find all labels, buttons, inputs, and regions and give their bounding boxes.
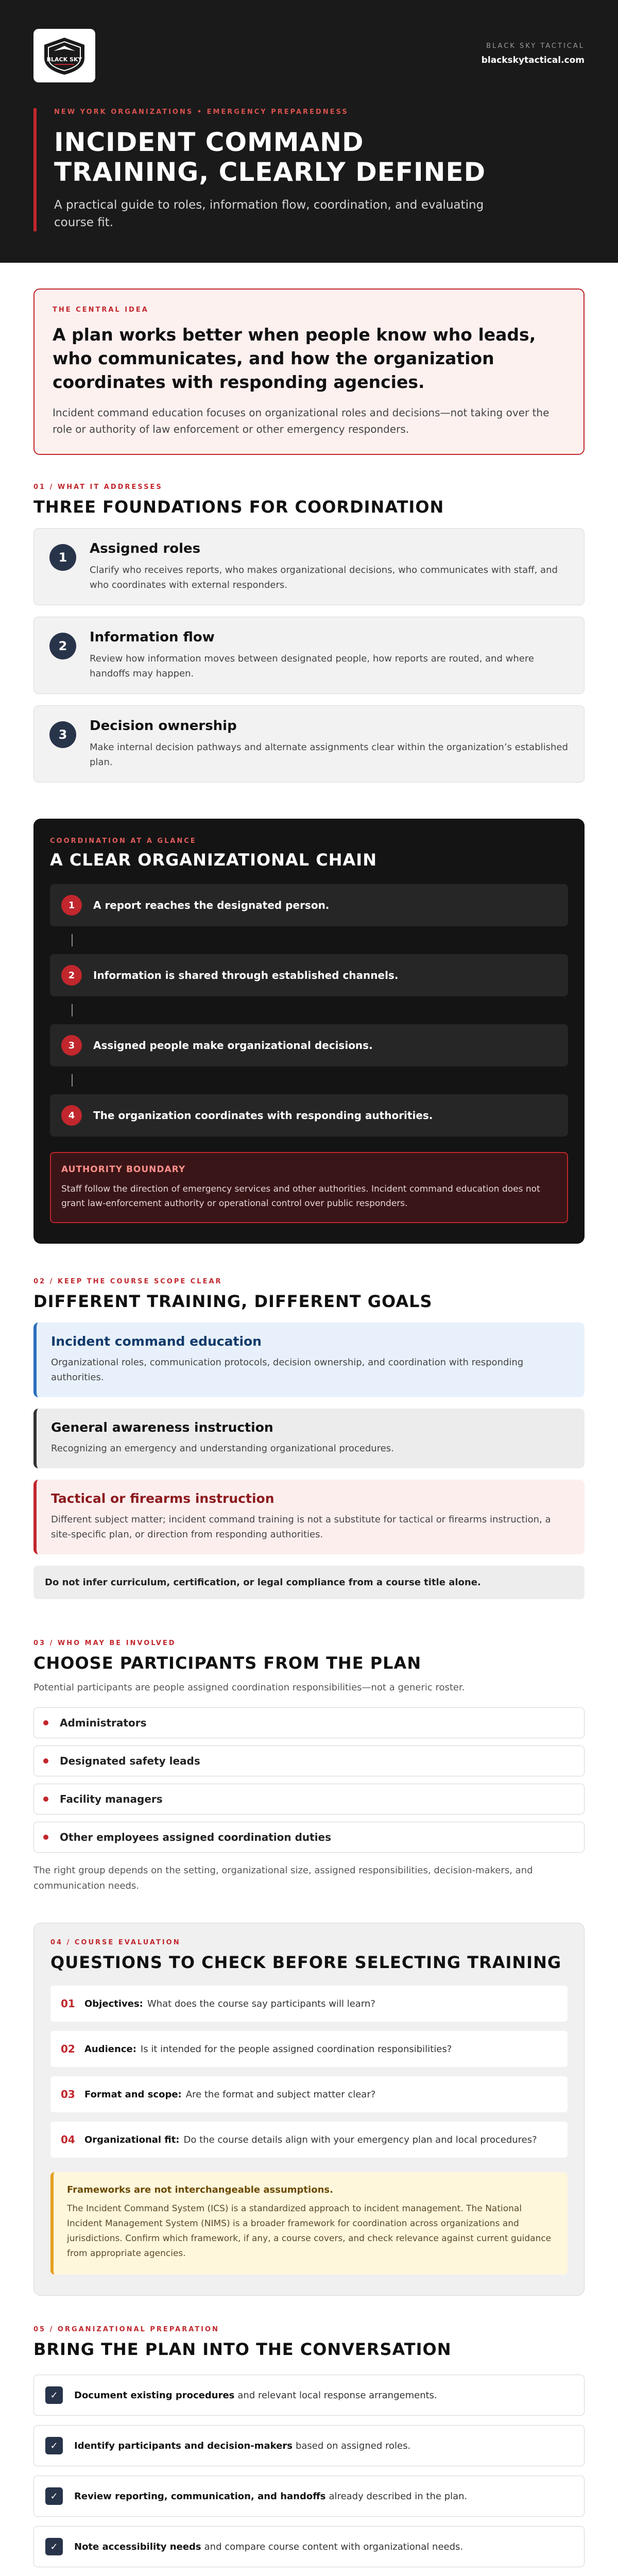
foundation-card xyxy=(33,617,585,694)
brand-name: BLACK SKY TACTICAL xyxy=(486,42,585,50)
section-title: BRING THE PLAN INTO THE CONVERSATION xyxy=(33,2340,452,2359)
framework-title: Frameworks are not interchangeable assumptions. xyxy=(67,2184,333,2195)
chain-step-text: A report reaches the designated person. xyxy=(93,899,330,911)
step-number-badge: 2 xyxy=(49,633,76,659)
checklist-bold: Identify participants and decision-makers xyxy=(74,2440,293,2451)
participants-list xyxy=(33,1707,585,1853)
step-number-badge: 1 xyxy=(49,544,76,571)
chain-connector xyxy=(50,1066,568,1094)
question-label: Organizational fit: xyxy=(84,2134,180,2145)
chain-title: A CLEAR ORGANIZATIONAL CHAIN xyxy=(50,850,377,870)
chain-step-text: Assigned people make organizational decisions. xyxy=(93,1039,373,1052)
foundation-card xyxy=(33,528,585,605)
bullet-icon xyxy=(43,1835,48,1840)
questions-list xyxy=(50,1986,568,2158)
participant-label: Administrators xyxy=(60,1717,147,1729)
checklist-bold: Review reporting, communication, and handoffs xyxy=(74,2490,326,2502)
foundation-body: Clarify who receives reports, who makes organizational decisions, who communicates with staff, and who coordinates with external responders. xyxy=(90,565,558,590)
question-text: What does the course say participants will learn? xyxy=(147,1998,375,2009)
scope-card-incident-command xyxy=(33,1323,585,1397)
chain-connector xyxy=(50,926,568,954)
foundation-title: Decision ownership xyxy=(90,718,237,734)
foundation-body: Make internal decision pathways and alternate assignments clear within the organization’s established plan. xyxy=(90,742,568,768)
central-title: A plan works better when people know who leads, who communicates, and how the organization coordinates with responding agencies. xyxy=(53,325,536,392)
chain-connector xyxy=(50,996,568,1024)
logo-emblem-icon xyxy=(41,36,88,76)
question-number: 01 xyxy=(61,1997,75,2010)
foundation-title: Information flow xyxy=(90,630,215,645)
step-number-badge: 3 xyxy=(49,721,76,748)
scope-card-body: Organizational roles, communication protocols, decision ownership, and coordination with responding authorities. xyxy=(51,1357,524,1383)
scope-card-title: Tactical or firearms instruction xyxy=(51,1491,274,1506)
foundations-section xyxy=(33,483,585,783)
checklist-item xyxy=(33,2375,585,2416)
hero-body xyxy=(33,108,548,231)
question-number: 03 xyxy=(61,2088,75,2100)
chain-step-number: 1 xyxy=(61,895,82,916)
section-title: CHOOSE PARTICIPANTS FROM THE PLAN xyxy=(33,1653,422,1673)
checklist-item xyxy=(33,2425,585,2466)
foundation-title: Assigned roles xyxy=(90,541,201,556)
brand-logo[interactable] xyxy=(33,29,95,82)
section-kicker: 02 / KEEP THE COURSE SCOPE CLEAR xyxy=(33,1278,222,1285)
preparation-section xyxy=(33,2326,585,2567)
chain-step-number: 2 xyxy=(61,965,82,986)
course-evaluation-panel xyxy=(33,1923,585,2296)
question-item xyxy=(50,2122,568,2158)
question-text: Is it intended for the people assigned coordination responsibilities? xyxy=(140,2043,452,2055)
chain-step-text: Information is shared through established channels. xyxy=(93,969,399,981)
foundation-body: Review how information moves between designated people, how reports are routed, and where handoffs may happen. xyxy=(90,653,534,679)
central-idea-card xyxy=(33,289,585,455)
question-text: Are the format and subject matter clear? xyxy=(185,2089,376,2100)
brand-site-link[interactable]: blackskytactical.com xyxy=(481,55,585,65)
bullet-icon xyxy=(43,1720,48,1725)
checklist-bold: Document existing procedures xyxy=(74,2389,235,2401)
checklist-text: based on assigned roles. xyxy=(295,2440,411,2451)
central-body: Incident command education focuses on organizational roles and decisions—not taking over the role or authority of law enforcement or other emergency responders. xyxy=(53,406,550,435)
checklist-text: and relevant local response arrangements. xyxy=(237,2389,437,2401)
hero-header xyxy=(0,0,618,263)
chain-step-text: The organization coordinates with responding authorities. xyxy=(93,1109,433,1122)
scope-card-tactical xyxy=(33,1480,585,1554)
title-line-2: TRAINING, CLEARLY DEFINED xyxy=(54,157,486,187)
checklist-text: already described in the plan. xyxy=(329,2490,468,2502)
hero-kicker: NEW YORK ORGANIZATIONS • EMERGENCY PREPAREDNESS xyxy=(54,108,349,116)
scope-card-title: General awareness instruction xyxy=(51,1420,273,1435)
scope-card-body: Different subject matter; incident command training is not a substitute for tactical or firearms instruction, a site-specific plan, or direction from responding authorities. xyxy=(51,1514,551,1540)
hero-subtitle: A practical guide to roles, information flow, coordination, and evaluating course fit. xyxy=(54,198,484,229)
section-title: QUESTIONS TO CHECK BEFORE SELECTING TRAINING xyxy=(50,1953,562,1972)
question-item xyxy=(50,2031,568,2067)
page-title xyxy=(54,127,548,187)
bullet-icon xyxy=(43,1797,48,1802)
list-item xyxy=(33,1745,585,1776)
main-content xyxy=(0,289,618,2576)
question-item xyxy=(50,1986,568,2022)
question-item xyxy=(50,2076,568,2112)
brand-block xyxy=(482,42,585,65)
checklist-item xyxy=(33,2526,585,2567)
authority-boundary-callout xyxy=(50,1152,568,1223)
framework-warning-callout xyxy=(50,2172,568,2275)
title-line-1: INCIDENT COMMAND xyxy=(54,127,364,157)
checklist xyxy=(33,2375,585,2567)
participant-label: Facility managers xyxy=(60,1793,163,1805)
section-kicker: 01 / WHAT IT ADDRESSES xyxy=(33,483,163,491)
list-item xyxy=(33,1707,585,1738)
central-kicker: THE CENTRAL IDEA xyxy=(53,306,149,314)
scope-section xyxy=(33,1278,585,1599)
checklist-bold: Note accessibility needs xyxy=(74,2541,201,2552)
scope-note: Do not infer curriculum, certification, or legal compliance from a course title alone. xyxy=(33,1566,585,1599)
participant-label: Other employees assigned coordination duties xyxy=(60,1831,332,1843)
chain-step xyxy=(50,1024,568,1066)
checkmark-icon: ✓ xyxy=(45,2487,63,2505)
question-number: 04 xyxy=(61,2133,75,2146)
participants-intro: Potential participants are people assigned coordination responsibilities—not a generic roster. xyxy=(33,1682,465,1693)
chain-step-number: 4 xyxy=(61,1105,82,1126)
section-kicker: 03 / WHO MAY BE INVOLVED xyxy=(33,1639,176,1647)
coordination-chain-panel xyxy=(33,819,585,1244)
boundary-body: Staff follow the direction of emergency services and other authorities. Incident command education does not grant law-enforcement authority or operational control over public responders. xyxy=(61,1184,540,1209)
scope-card-title: Incident command education xyxy=(51,1334,262,1349)
chain-step xyxy=(50,884,568,926)
chain-kicker: COORDINATION AT A GLANCE xyxy=(50,837,197,845)
chain-step xyxy=(50,954,568,996)
participants-section xyxy=(33,1639,585,1894)
participant-label: Designated safety leads xyxy=(60,1755,200,1767)
scope-card-body: Recognizing an emergency and understanding organizational procedures. xyxy=(51,1443,394,1454)
question-label: Objectives: xyxy=(84,1998,143,2009)
checkmark-icon: ✓ xyxy=(45,2386,63,2404)
list-item xyxy=(33,1822,585,1853)
boundary-title: AUTHORITY BOUNDARY xyxy=(61,1164,186,1175)
question-text: Do the course details align with your emergency plan and local procedures? xyxy=(183,2134,537,2145)
section-kicker: 04 / COURSE EVALUATION xyxy=(50,1939,181,1946)
bullet-icon xyxy=(43,1758,48,1764)
section-kicker: 05 / ORGANIZATIONAL PREPARATION xyxy=(33,2326,219,2333)
scope-card-general-awareness xyxy=(33,1409,585,1468)
framework-body: The Incident Command System (ICS) is a standardized approach to incident management. The National Incident Management System (NIMS) is a broader framework for coordination across organizations and jurisdictions. Confirm which framework, if any, a course covers, and check relevance against current guidance from appropriate agencies. xyxy=(67,2204,552,2259)
checkmark-icon: ✓ xyxy=(45,2437,63,2454)
checkmark-icon: ✓ xyxy=(45,2538,63,2555)
checklist-item xyxy=(33,2476,585,2517)
question-number: 02 xyxy=(61,2043,75,2055)
chain-step-number: 3 xyxy=(61,1035,82,1056)
svg-text:BLACK SKY: BLACK SKY xyxy=(46,56,82,63)
checklist-text: and compare course content with organizational needs. xyxy=(204,2541,464,2552)
foundation-card xyxy=(33,705,585,783)
list-item xyxy=(33,1784,585,1815)
question-label: Audience: xyxy=(84,2043,136,2055)
chain-steps xyxy=(50,884,568,1137)
participants-outro: The right group depends on the setting, organizational size, assigned responsibilities, decision-makers, and communication needs. xyxy=(33,1865,533,1891)
question-label: Format and scope: xyxy=(84,2089,182,2100)
section-title: THREE FOUNDATIONS FOR COORDINATION xyxy=(33,497,444,517)
chain-step xyxy=(50,1094,568,1137)
section-title: DIFFERENT TRAINING, DIFFERENT GOALS xyxy=(33,1292,433,1311)
